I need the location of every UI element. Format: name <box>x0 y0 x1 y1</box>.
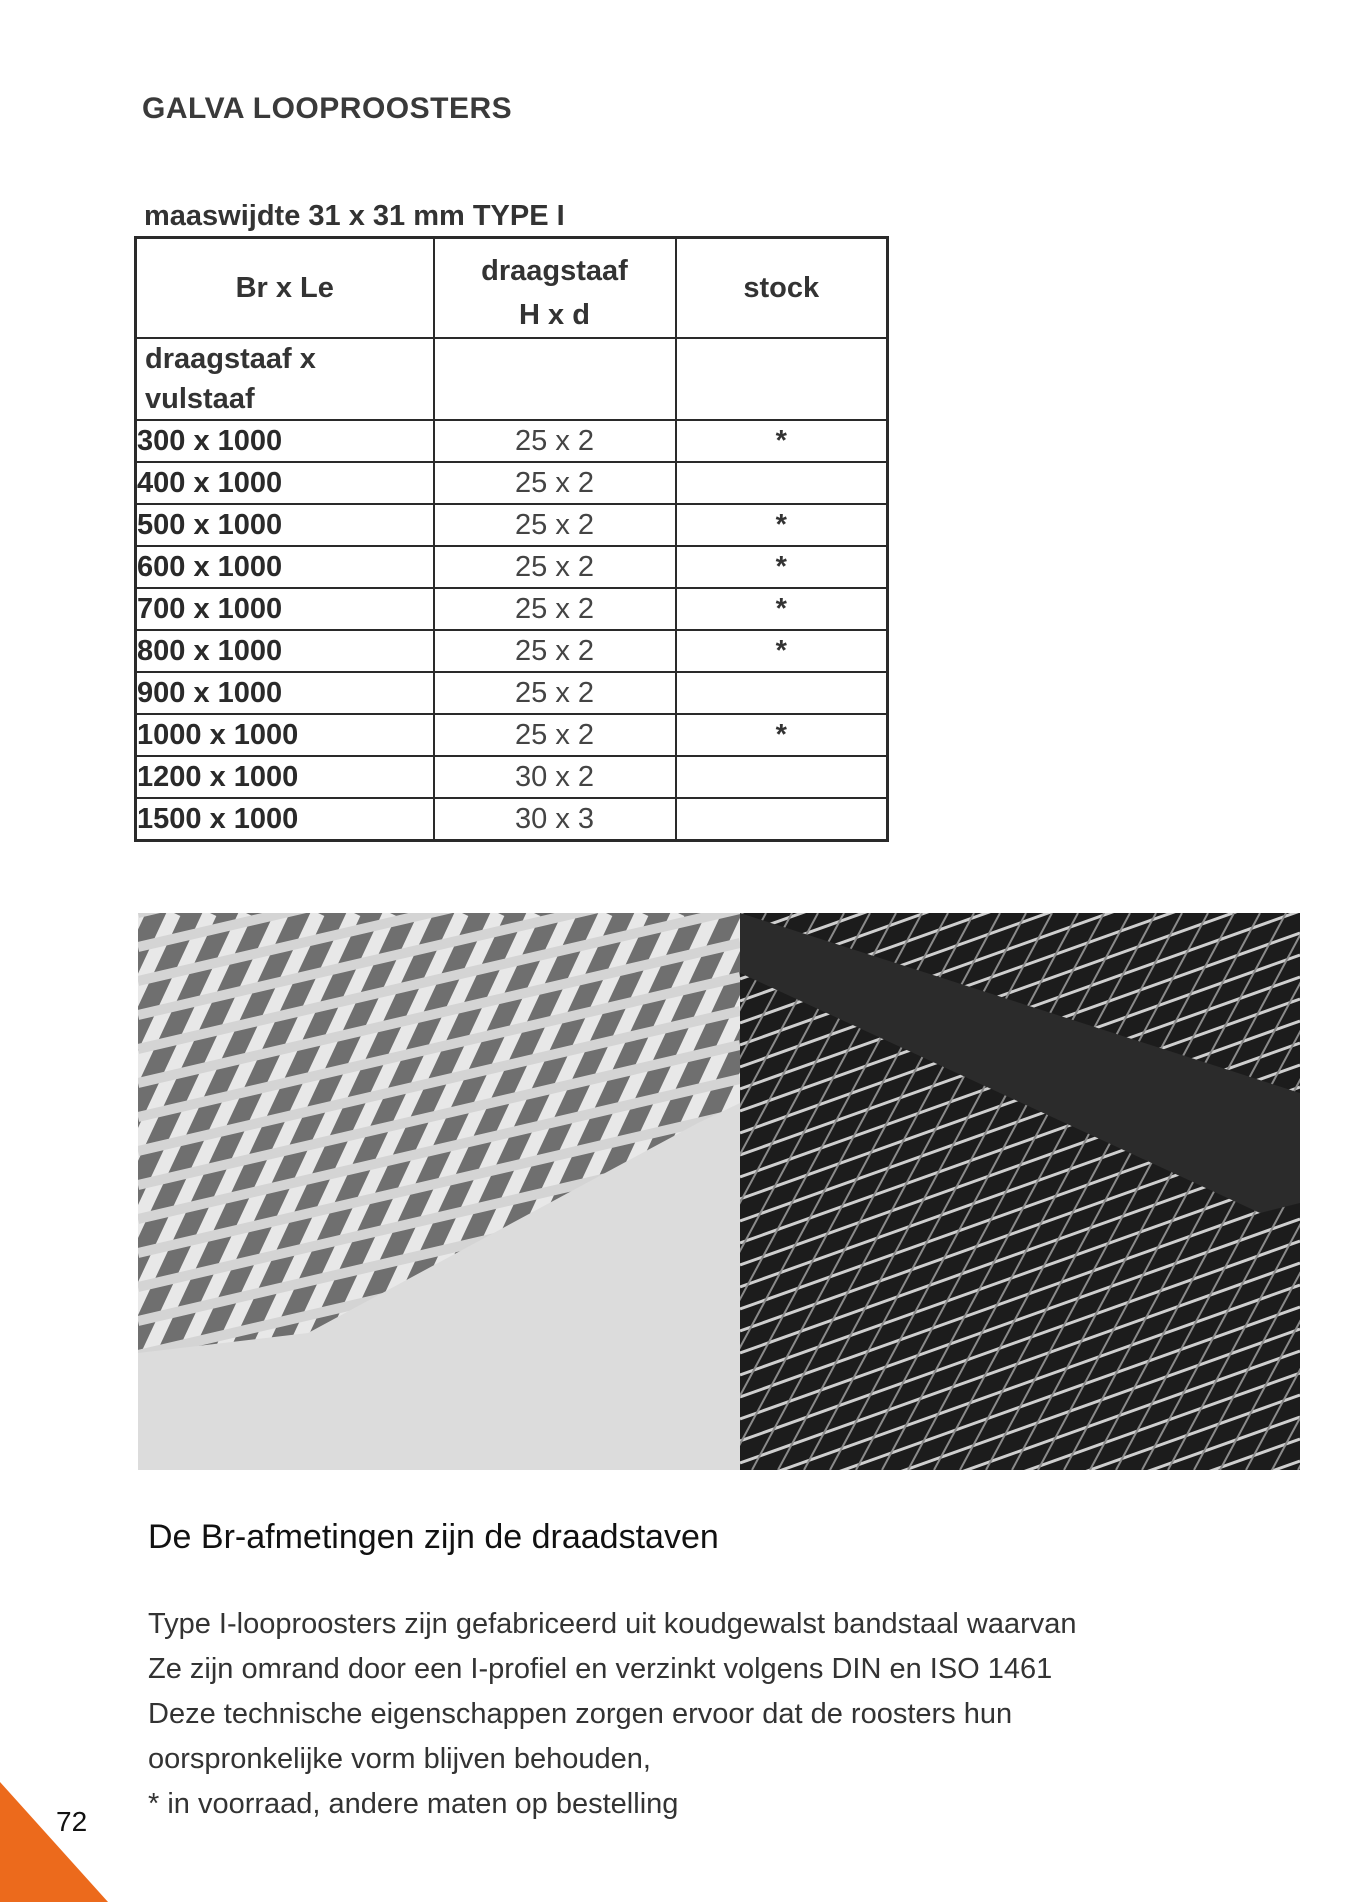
description-line: oorspronkelijke vorm blijven behouden, <box>148 1743 651 1775</box>
table-row <box>136 672 888 714</box>
cell-draagstaaf: 25 x 2 <box>434 714 676 756</box>
table-row <box>136 462 888 504</box>
cell-stock: * <box>676 420 888 462</box>
grating-bar <box>740 1241 1300 1441</box>
cell-size: 600 x 1000 <box>136 546 434 588</box>
cell-stock: * <box>676 630 888 672</box>
caption: De Br-afmetingen zijn de draadstaven <box>148 1518 719 1556</box>
description-text <box>148 1602 1268 1827</box>
cell-size: 800 x 1000 <box>136 630 434 672</box>
cell-size: 1000 x 1000 <box>136 714 434 756</box>
subheader-empty-cell <box>434 338 676 420</box>
header-draagstaaf-line2: H x d <box>519 299 590 331</box>
cell-size: 400 x 1000 <box>136 462 434 504</box>
page-title: GALVA LOOPROOSTERS <box>142 92 513 125</box>
product-table <box>134 236 889 842</box>
header-draagstaaf-line1: draagstaaf <box>481 255 628 287</box>
subheader-empty-cell <box>676 338 888 420</box>
cell-size: 700 x 1000 <box>136 588 434 630</box>
grating-illustration-left <box>138 913 740 1470</box>
grating-bar <box>740 1329 1300 1470</box>
subheader-label <box>136 338 434 420</box>
table-row <box>136 756 888 798</box>
cell-size: 900 x 1000 <box>136 672 434 714</box>
cell-draagstaaf: 30 x 2 <box>434 756 676 798</box>
cell-draagstaaf: 25 x 2 <box>434 672 676 714</box>
table-row <box>136 546 888 588</box>
table-subtitle: maaswijdte 31 x 31 mm TYPE I <box>144 200 565 232</box>
grating-illustration-right <box>740 913 1300 1470</box>
cell-size: 500 x 1000 <box>136 504 434 546</box>
table-row <box>136 504 888 546</box>
grating-photo-galvanized <box>138 913 740 1470</box>
grating-bar <box>740 1285 1300 1470</box>
cell-draagstaaf: 25 x 2 <box>434 630 676 672</box>
cell-size: 300 x 1000 <box>136 420 434 462</box>
cell-stock: * <box>676 504 888 546</box>
table-row <box>136 420 888 462</box>
subheader-line2: vulstaaf <box>145 383 255 415</box>
header-br-x-le: Br x Le <box>136 238 434 339</box>
cell-draagstaaf: 25 x 2 <box>434 546 676 588</box>
header-stock: stock <box>676 238 888 339</box>
description-line: Type I-looproosters zijn gefabriceerd uit koudgewalst bandstaal waarvan <box>148 1608 1077 1640</box>
cell-stock <box>676 798 888 841</box>
description-line: Ze zijn omrand door een I-profiel en verzinkt volgens DIN en ISO 1461 <box>148 1653 1053 1685</box>
grating-bar <box>740 1197 1300 1397</box>
grating-photo-dark <box>740 913 1300 1470</box>
cell-draagstaaf: 25 x 2 <box>434 588 676 630</box>
cell-size: 1200 x 1000 <box>136 756 434 798</box>
grating-bar <box>740 1219 1300 1419</box>
cell-stock: * <box>676 546 888 588</box>
cell-stock: * <box>676 588 888 630</box>
cell-size: 1500 x 1000 <box>136 798 434 841</box>
cell-stock: * <box>676 714 888 756</box>
orange-corner-triangle <box>0 1782 108 1902</box>
table-subheader-row <box>136 338 888 420</box>
table-header-row <box>136 238 888 339</box>
description-line: Deze technische eigenschappen zorgen ervoor dat de roosters hun <box>148 1698 1013 1730</box>
table-row <box>136 630 888 672</box>
cell-draagstaaf: 25 x 2 <box>434 420 676 462</box>
cell-stock <box>676 756 888 798</box>
cell-draagstaaf: 25 x 2 <box>434 504 676 546</box>
grating-bar <box>740 1175 1300 1375</box>
cell-draagstaaf: 25 x 2 <box>434 462 676 504</box>
header-draagstaaf <box>434 238 676 339</box>
description-line: * in voorraad, andere maten op bestelling <box>148 1788 679 1820</box>
table-row <box>136 714 888 756</box>
subheader-line1: draagstaaf x <box>145 343 316 375</box>
table-row <box>136 588 888 630</box>
page-number: 72 <box>56 1806 88 1837</box>
cell-stock <box>676 672 888 714</box>
cell-draagstaaf: 30 x 3 <box>434 798 676 841</box>
table-row <box>136 798 888 841</box>
cell-stock <box>676 462 888 504</box>
table-body <box>136 420 888 841</box>
